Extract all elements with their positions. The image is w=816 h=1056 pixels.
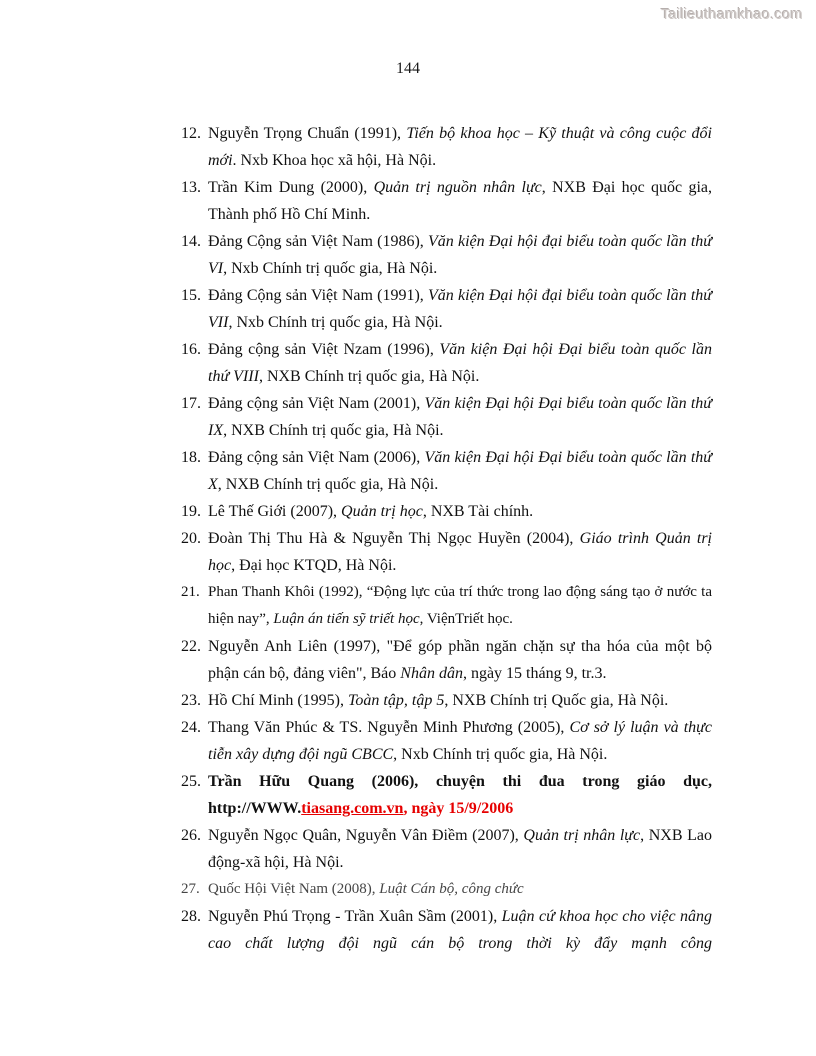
- reference-item-20: [181, 525, 712, 579]
- reference-segment: , Nxb Chính trị quốc gia, Hà Nội.: [223, 260, 438, 277]
- reference-number: 25.: [181, 773, 201, 790]
- reference-number: 18.: [181, 449, 201, 466]
- reference-segment: Tiến bộ khoa học – Kỹ thuật và công cuộc đổi mới: [208, 125, 713, 169]
- reference-text: [208, 530, 712, 574]
- reference-segment: Đảng cộng sản Việt Nam (2001),: [208, 395, 425, 412]
- reference-segment: Hồ Chí Minh (1995),: [208, 692, 348, 709]
- reference-item-23: [181, 687, 712, 714]
- reference-segment: , NXB Chính trị quốc gia, Hà Nội.: [223, 422, 444, 439]
- reference-item-12: [181, 120, 712, 174]
- reference-number: 13.: [181, 179, 201, 196]
- reference-item-17: [181, 390, 712, 444]
- reference-segment: Quốc Hội Việt Nam (2008),: [208, 881, 380, 897]
- reference-segment: Trần Hữu Quang (2006), chuyện thi đua trong giáo dục,: [208, 773, 712, 790]
- reference-segment: , Nxb Chính trị quốc gia, Hà Nội.: [228, 314, 443, 331]
- reference-text: [208, 773, 712, 817]
- reference-item-14: [181, 228, 712, 282]
- reference-item-18: [181, 444, 712, 498]
- reference-segment: Đoàn Thị Thu Hà & Nguyễn Thị Ngọc Huyền (2004),: [208, 530, 580, 547]
- reference-item-22: [181, 633, 712, 687]
- reference-segment: , ngày 15 tháng 9, tr.3.: [462, 665, 607, 682]
- reference-segment: , NXB Đại học quốc gia, Thành phố Hồ Chí Minh.: [208, 179, 712, 223]
- reference-number: 20.: [181, 530, 201, 547]
- reference-text: [208, 125, 712, 169]
- reference-segment: , NXB Lao động-xã hội, Hà Nội.: [208, 827, 712, 871]
- reference-number: 21.: [181, 584, 200, 600]
- reference-number: 14.: [181, 233, 201, 250]
- reference-number: 26.: [181, 827, 201, 844]
- reference-number: 24.: [181, 719, 201, 736]
- reference-segment: Luận án tiến sỹ triết học: [273, 611, 420, 627]
- reference-segment: , NXB Chính trị Quốc gia, Hà Nội.: [444, 692, 669, 709]
- reference-segment: Quản trị nhân lực: [523, 827, 641, 844]
- reference-segment: , NXB Chính trị quốc gia, Hà Nội.: [258, 368, 480, 385]
- reference-segment: , ngày 15/9/2006: [403, 800, 514, 817]
- page-number: 144: [396, 60, 420, 77]
- reference-segment: Luật Cán bộ, công chức: [379, 881, 524, 897]
- reference-item-25: [181, 768, 712, 822]
- reference-segment: Lê Thế Giới (2007),: [208, 503, 342, 520]
- reference-text: [208, 638, 712, 682]
- reference-item-26: [181, 822, 712, 876]
- reference-item-19: [181, 498, 712, 525]
- reference-segment: Trần Kim Dung (2000),: [208, 179, 374, 196]
- reference-segment: Văn kiện Đại hội Đại biểu toàn quốc lần thứ X: [208, 449, 712, 493]
- reference-segment: Luận cứ khoa học cho việc nâng cao chất lượng đội ngũ cán bộ trong thời kỳ đẩy mạnh công: [208, 908, 712, 952]
- reference-text: [208, 503, 533, 520]
- reference-text: [208, 719, 712, 763]
- reference-text: [208, 341, 712, 385]
- reference-number: 17.: [181, 395, 201, 412]
- watermark-text: Tailieuthamkhao.com: [661, 7, 803, 23]
- reference-segment: Đảng Cộng sản Việt Nam (1986),: [208, 233, 429, 250]
- reference-number: 28.: [181, 908, 201, 925]
- reference-item-24: [181, 714, 712, 768]
- reference-text: [208, 395, 712, 439]
- reference-text: [208, 179, 712, 223]
- reference-text: [208, 584, 712, 627]
- references-list: [181, 120, 712, 957]
- reference-item-13: [181, 174, 712, 228]
- reference-segment: Nguyễn Ngọc Quân, Nguyễn Vân Điềm (2007),: [208, 827, 524, 844]
- reference-text: [208, 908, 712, 952]
- reference-segment: Văn kiện Đại hội Đại biểu toàn quốc lần thứ IX: [208, 395, 712, 439]
- reference-number: 12.: [181, 125, 201, 142]
- reference-segment: Văn kiện Đại hội Đại biểu toàn quốc lần thứ VIII: [208, 341, 712, 385]
- reference-segment: Phan Thanh Khôi (1992), “Động lực của trí thức trong lao động sáng tạo ở nước ta hiện nay”,: [208, 584, 712, 627]
- reference-number: 23.: [181, 692, 201, 709]
- reference-segment: , ViệnTriết học.: [419, 611, 513, 627]
- reference-number: 22.: [181, 638, 201, 655]
- reference-text: [208, 881, 524, 897]
- reference-number: 27.: [181, 881, 200, 897]
- reference-text: [208, 233, 712, 277]
- reference-segment: Thang Văn Phúc & TS. Nguyễn Minh Phương (2005),: [208, 719, 570, 736]
- reference-segment: Giáo trình Quản trị học: [208, 530, 712, 574]
- reference-segment: Đảng cộng sản Việt Nam (2006),: [208, 449, 425, 466]
- reference-item-15: [181, 282, 712, 336]
- reference-item-16: [181, 336, 712, 390]
- tiasang-link[interactable]: tiasang.com.vn: [301, 800, 404, 817]
- reference-segment: Đảng cộng sản Việt Nzam (1996),: [208, 341, 440, 358]
- reference-segment: Đảng Cộng sản Việt Nam (1991),: [208, 287, 429, 304]
- reference-text: [208, 827, 712, 871]
- reference-segment: . Nxb Khoa học xã hội, Hà Nội.: [232, 152, 437, 169]
- reference-item-21: [181, 579, 712, 633]
- reference-item-27: [181, 876, 712, 903]
- reference-segment: Nhân dân: [400, 665, 463, 682]
- reference-text: [208, 449, 712, 493]
- reference-segment: Cơ sở lý luận và thực tiễn xây dựng đội ngũ CBCC: [208, 719, 712, 763]
- reference-number: 15.: [181, 287, 201, 304]
- reference-segment: Quản trị nguồn nhân lực: [373, 179, 542, 196]
- reference-segment: , NXB Chính trị quốc gia, Hà Nội.: [217, 476, 439, 493]
- reference-segment: Văn kiện Đại hội đại biểu toàn quốc lần thứ VII: [208, 287, 712, 331]
- reference-segment: , NXB Tài chính.: [422, 503, 534, 520]
- reference-segment: Văn kiện Đại hội đại biểu toàn quốc lần thứ VI: [208, 233, 712, 277]
- reference-segment: Nguyễn Phú Trọng - Trần Xuân Sầm (2001),: [208, 908, 502, 925]
- reference-text: [208, 692, 668, 709]
- reference-text: [208, 287, 712, 331]
- reference-segment: http://WWW.: [208, 800, 302, 817]
- reference-segment: Toàn tập, tập 5: [348, 692, 445, 709]
- reference-item-28: [181, 903, 712, 957]
- reference-number: 16.: [181, 341, 201, 358]
- reference-segment: Quản trị học: [341, 503, 423, 520]
- reference-segment: Nguyễn Trọng Chuẩn (1991),: [208, 125, 407, 142]
- reference-segment: Nguyễn Anh Liên (1997), "Để góp phần ngăn chặn sự tha hóa của một bộ phận cán bộ, đảng viên", Báo: [208, 638, 712, 682]
- reference-segment: , Nxb Chính trị quốc gia, Hà Nội.: [393, 746, 608, 763]
- reference-number: 19.: [181, 503, 201, 520]
- reference-segment: , Đại học KTQD, Hà Nội.: [231, 557, 397, 574]
